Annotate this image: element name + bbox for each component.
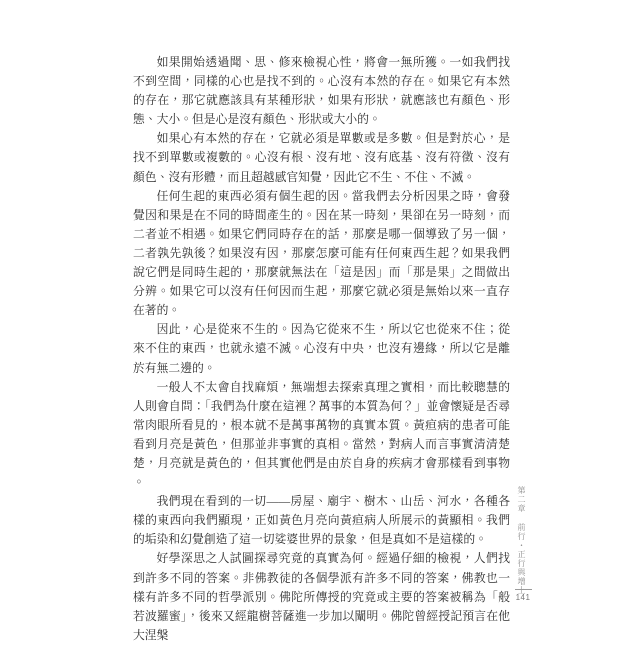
paragraph: 如果開始透過聞、思、修來檢視心性，將會一無所獲。一如我們找不到空間，同樣的心也是找不到的。心沒有本然的存在。如果它有本然的存在，那它就應該具有某種形狀，如果有形狀，就應該也有顏色、形態、大小。但是心是沒有顏色、形狀或大小的。 (133, 55, 510, 127)
folio-rule (515, 589, 532, 590)
paragraph: 好學深思之人試圖探尋究竟的真實為何。經過仔細的檢視，人們找到許多不同的答案。非佛教徒的各個學派有許多不同的答案，佛教也一樣有許多不同的哲學派別。佛陀所傳授的究竟或主要的答案被稱為「般若波羅蜜」，後來又經龍樹菩薩進一步加以闡明。佛陀曾經授記預言在他大涅槃 (133, 551, 510, 642)
page-number: 141 (515, 593, 531, 602)
chapter-number-label: 第二章 (517, 486, 526, 513)
body-text (133, 53, 510, 645)
chapter-title-label: 前行・正行與增上 (517, 523, 526, 595)
paragraph: 我們現在看到的一切——房屋、廟宇、樹木、山岳、河水，各種各樣的東西向我們顯現，正如黃色月亮向黃疸病人所展示的黃顯相。我們的垢染和幻覺創造了這一切娑婆世界的景象，但是真如不是這樣的。 (133, 494, 510, 547)
folio (511, 589, 535, 602)
paragraph: 如果心有本然的存在，它就必須是單數或是多數。但是對於心，是找不到單數或複數的。心沒有根、沒有地、沒有底基、沒有符徵、沒有顏色、沒有形體，而且超越感官知覺，因此它不生、不住、不滅。 (133, 131, 510, 184)
paragraph: 因此，心是從來不生的。因為它從來不生，所以它也從來不住；從來不住的東西，也就永遠不滅。心沒有中央，也沒有邊緣，所以它是離於有無二邊的。 (133, 322, 510, 375)
paragraph: 任何生起的東西必須有個生起的因。當我們去分析因果之時，會發覺因和果是在不同的時間產生的。因在某一時刻，果卻在另一時刻，而二者並不相遇。如果它們同時存在的話，那麼是哪一個導致了另一個，二者孰先孰後？如果沒有因，那麼怎麼可能有任何東西生起？如果我們說它們是同時生起的，那麼就無法在「這是因」而「那是果」之間做出分辨。如果它可以沒有任何因而生起，那麼它就必須是無始以來一直存在著的。 (133, 188, 510, 318)
chapter-marker (516, 486, 527, 595)
paragraph: 一般人不太會自找麻煩，無端想去探索真理之實相，而比較聰慧的人則會自問：「我們為什麼在這裡？萬事的本質為何？」並會懷疑是否尋常肉眼所看見的，根本就不是萬事萬物的真實本質。黃疸病的患者可能看到月亮是黃色，但那並非事實的真相。當然，對病人而言事實清清楚楚，月亮就是黃色的，但其實他們是由於自身的疾病才會那樣看到事物。 (133, 379, 510, 490)
